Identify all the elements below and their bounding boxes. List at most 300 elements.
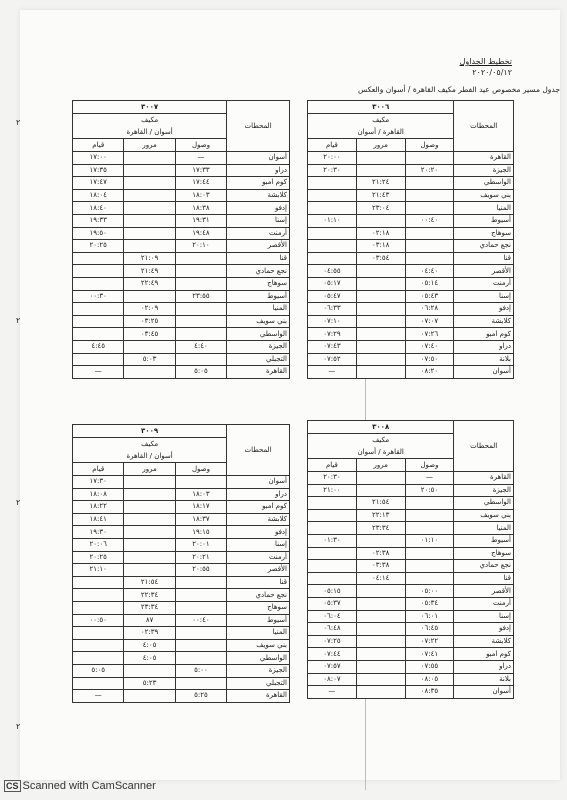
table-row [73,315,290,328]
station-name: التجبلي [227,677,290,690]
station-name: نجع حمادي [227,589,290,602]
col-header-stations: المحطات [227,101,290,152]
pass-time: ٠٣:١٨ [356,240,405,253]
station-name: كوم امبو [454,648,514,661]
table-row [73,240,290,253]
station-name: الواسطي [227,328,290,341]
pass-time [124,240,175,253]
station-name: كوم امبو [227,501,290,514]
depart-time: ١٨:٤١ [73,513,124,526]
station-name: أسيوط [454,214,514,227]
station-name: أرمنت [227,227,290,240]
arrive-time: ٠٦:٤٥ [405,623,454,636]
pass-time [356,315,405,328]
pass-time: ٠٢:١٨ [356,227,405,240]
depart-time: ٠٧:٤٣ [308,340,357,353]
arrive-time [175,576,226,589]
col-header-pass: مرور [124,139,175,152]
arrive-time: ١٨:٠٣ [175,488,226,501]
depart-time [73,639,124,652]
table-row [308,472,514,485]
arrive-time: ٠٦:٢٨ [405,303,454,316]
arrive-time: ٥:٠٠ [175,664,226,677]
document-header [460,56,512,78]
station-name: إسنا [454,610,514,623]
station-name: أرمنت [227,551,290,564]
camscanner-logo: CS [6,781,19,791]
depart-time: ٠٦:٤٨ [308,623,357,636]
depart-time [73,303,124,316]
depart-time: ١٩:٣٣ [73,214,124,227]
pass-time [124,214,175,227]
arrive-time: ٠٧:٥٥ [405,660,454,673]
arrive-time [405,240,454,253]
pass-time [356,686,405,699]
table-row [308,240,514,253]
pass-time [356,290,405,303]
table-row [308,497,514,510]
depart-time: ١٩:٥٠ [73,227,124,240]
table-row [73,652,290,665]
table-row [73,627,290,640]
station-name: إدفو [454,623,514,636]
arrive-time: ٠٤:٤٠ [405,265,454,278]
pass-time: ٢٢:٤٩ [124,277,175,290]
arrive-time: ٠٨:٠٥ [405,673,454,686]
station-name: نجع حمادي [454,560,514,573]
station-name: التجبلي [227,353,290,366]
arrive-time: ٠٥:٠٠ [405,585,454,598]
arrive-time: ٠٥:١٤ [405,277,454,290]
station-name: القاهرة [227,690,290,703]
station-name: بلانة [454,673,514,686]
table-row [73,589,290,602]
station-name: الأقصر [454,265,514,278]
side-mark: ٢ [16,316,21,325]
arrive-time [405,152,454,165]
table-row [73,526,290,539]
train-number: ٣٠٠٧ [73,101,227,114]
table-row [73,501,290,514]
arrive-time: ٢٠:٢١ [175,551,226,564]
train-type: مكيف [73,438,227,451]
station-name: كلابشة [227,513,290,526]
station-name: أسوان [227,476,290,489]
pass-time [124,501,175,514]
table-row [73,664,290,677]
arrive-time [405,227,454,240]
arrive-time [405,189,454,202]
table-row [308,534,514,547]
depart-time: ٠٠:٥٠ [73,614,124,627]
depart-time: ٤:٤٥ [73,340,124,353]
depart-time: ١٧:٠٠ [73,152,124,165]
pass-time [356,660,405,673]
arrive-time: ١٩:٤٨ [175,227,226,240]
table-row [308,522,514,535]
table-row [308,560,514,573]
table-row [308,547,514,560]
train-route: أسوان / القاهرة [73,126,227,139]
table-row [73,614,290,627]
station-name: نجع حمادي [227,265,290,278]
arrive-time: ٠٨:٣٥ [405,686,454,699]
col-header-arrive: وصول [175,463,226,476]
table-row [73,576,290,589]
station-name: قنا [227,576,290,589]
depart-time: ٢٠:٠٠ [308,152,357,165]
station-name: قنا [454,252,514,265]
table-row [73,366,290,379]
station-name: قنا [454,572,514,585]
arrive-time: ٠٧:٤٠ [405,340,454,353]
col-header-depart: قيام [308,139,357,152]
station-name: إسنا [227,538,290,551]
depart-time [73,677,124,690]
pass-time: ٤:٠٥ [124,652,175,665]
arrive-time [175,315,226,328]
station-name: أسيوط [227,614,290,627]
table-row [308,227,514,240]
arrive-time [175,328,226,341]
arrive-time: ٥:٠٥ [175,366,226,379]
arrive-time: ١٩:١٥ [175,526,226,539]
train-number: ٣٠٠٦ [308,101,454,114]
station-name: بني سويف [227,639,290,652]
table-row [308,277,514,290]
table-row [308,648,514,661]
arrive-time: ٤:٤٠ [175,340,226,353]
table-row [73,227,290,240]
table-row [73,290,290,303]
table-row [73,189,290,202]
timetable-3009 [72,424,290,703]
side-mark: ٢ [16,118,21,127]
depart-time: ٠٧:٥٧ [308,660,357,673]
col-header-arrive: وصول [405,459,454,472]
depart-time: ٠٥:٣٧ [308,597,357,610]
station-name: المنيا [227,303,290,316]
depart-time: ٠٦:٠٤ [308,610,357,623]
pass-time [124,476,175,489]
arrive-time: ١٧:٤٤ [175,177,226,190]
pass-time: ٠٣:٤٥ [124,328,175,341]
arrive-time: ١٨:٣٧ [175,513,226,526]
table-row [73,538,290,551]
col-header-pass: مرور [124,463,175,476]
pass-time: ٢١:٤٣ [356,189,405,202]
arrive-time [405,177,454,190]
table-row [73,277,290,290]
station-name: إدفو [454,303,514,316]
pass-time: ٤:٠٥ [124,639,175,652]
depart-time: ٠٧:٢٩ [308,328,357,341]
pass-time [356,648,405,661]
side-mark: ٢ [16,722,21,731]
col-header-pass: مرور [356,139,405,152]
arrive-time [405,547,454,560]
col-header-depart: قيام [73,463,124,476]
arrive-time [175,277,226,290]
pass-time [356,484,405,497]
arrive-time: ٠١:١٠ [405,534,454,547]
pass-time [356,610,405,623]
pass-time [124,526,175,539]
depart-time [308,177,357,190]
depart-time: ٢٠:٢٥ [73,551,124,564]
pass-time: ٢٢:٣٤ [124,589,175,602]
station-name: أسيوط [454,534,514,547]
col-header-stations: المحطات [454,421,514,472]
station-name: الواسطي [227,652,290,665]
arrive-time: ٠٧:٥٠ [405,353,454,366]
station-name: المنيا [454,522,514,535]
pass-time: ٢١:٢٤ [356,177,405,190]
arrive-time: ٠٧:٠٧ [405,315,454,328]
arrive-time: ٠٧:٢٦ [405,328,454,341]
col-header-arrive: وصول [175,139,226,152]
arrive-time: ٢٠:٢٠ [405,164,454,177]
pass-time: ٢٣:٠٤ [356,202,405,215]
table-row [73,177,290,190]
train-number: ٣٠٠٨ [308,421,454,434]
pass-time: ٠٣:٥٤ [356,252,405,265]
station-name: دراو [227,164,290,177]
station-name: قنا [227,252,290,265]
depart-time: ٠٨:٠٧ [308,673,357,686]
arrive-time: ٢٣:٥٥ [175,290,226,303]
depart-time [73,265,124,278]
table-row [73,476,290,489]
depart-time: ١٧:٤٧ [73,177,124,190]
arrive-time [175,252,226,265]
pass-time [124,189,175,202]
depart-time: ٢٠:٣٠ [308,164,357,177]
depart-time: ١٧:٣٥ [73,164,124,177]
depart-time [73,589,124,602]
station-name: إسنا [227,214,290,227]
train-route: القاهرة / أسوان [308,446,454,459]
arrive-time: — [405,472,454,485]
depart-time [73,627,124,640]
depart-time: — [308,366,357,379]
table-row [73,601,290,614]
pass-time [356,340,405,353]
pass-time [124,690,175,703]
station-name: أسوان [454,686,514,699]
arrive-time [175,639,226,652]
table-row [308,340,514,353]
pass-time [356,366,405,379]
station-name: نجع حمادي [454,240,514,253]
pass-time [124,227,175,240]
arrive-time: ٥:٢٥ [175,690,226,703]
arrive-time [175,627,226,640]
depart-time [308,252,357,265]
col-header-stations: المحطات [227,425,290,476]
scanner-text: Scanned with CamScanner [22,780,156,792]
table-row [73,340,290,353]
pass-time [356,277,405,290]
station-name: الجيزة [227,664,290,677]
depart-time: ٢٠:٠٦ [73,538,124,551]
arrive-time [405,509,454,522]
station-name: أسوان [454,366,514,379]
pass-time: ٢١:٤٩ [124,265,175,278]
depart-time [308,189,357,202]
pass-time [356,585,405,598]
pass-time: ٠٢:٣٨ [356,547,405,560]
pass-time [124,202,175,215]
document-date: ٢٠٢٠/٠٥/١٢ [472,68,512,77]
train-number: ٣٠٠٩ [73,425,227,438]
pass-time: ٠٢:٠٩ [124,303,175,316]
table-row [308,252,514,265]
pass-time [124,340,175,353]
station-name: الأقصر [454,585,514,598]
pass-time: ٥:٠٣ [124,353,175,366]
table-row [73,353,290,366]
depart-time [73,315,124,328]
train-type: مكيف [73,114,227,127]
pass-time [124,177,175,190]
depart-time: — [308,686,357,699]
arrive-time [405,572,454,585]
station-name: القاهرة [227,366,290,379]
table-row [308,290,514,303]
depart-time: ٠١:٣٠ [308,534,357,547]
arrive-time: ٠٠:٤٠ [175,614,226,627]
arrive-time: ١٨:٣٨ [175,202,226,215]
depart-time: ٠٥:٤٧ [308,290,357,303]
pass-time [356,164,405,177]
depart-time [308,572,357,585]
arrive-time [405,522,454,535]
table-row [308,265,514,278]
col-header-depart: قيام [308,459,357,472]
arrive-time: ١٧:٣٣ [175,164,226,177]
station-name: أسيوط [227,290,290,303]
depart-time: ٢٠:٣٠ [308,472,357,485]
pass-time [356,303,405,316]
table-row [73,265,290,278]
pass-time [356,623,405,636]
station-name: دراو [454,660,514,673]
station-name: الجيزة [454,484,514,497]
depart-time [73,601,124,614]
timetable-3006 [307,100,514,379]
depart-time: ٠٧:١٠ [308,315,357,328]
table-row [308,315,514,328]
pass-time [124,664,175,677]
pass-time: ٢١:٥٤ [124,576,175,589]
table-row [308,597,514,610]
station-name: إدفو [227,526,290,539]
pass-time [356,673,405,686]
arrive-time: ٠٧:٢٢ [405,635,454,648]
arrive-time [175,265,226,278]
station-name: دراو [454,340,514,353]
document-title: جدول مسير مخصوص عيد الفطر مكيف القاهرة / أسوان والعكس [358,85,560,94]
station-name: الأقصر [227,240,290,253]
table-row [308,673,514,686]
timetable-3007 [72,100,290,379]
arrive-time: ٢٠:٥٠ [405,484,454,497]
pass-time: ٨٧ [124,614,175,627]
station-name: بني سويف [454,509,514,522]
train-route: أسوان / القاهرة [73,450,227,463]
depart-time: — [73,690,124,703]
depart-time [308,227,357,240]
depart-time: ٠٤:٥٥ [308,265,357,278]
depart-time: ٠٧:٥٢ [308,353,357,366]
table-row [73,152,290,165]
arrive-time: ٠٥:٤٣ [405,290,454,303]
station-name: القاهرة [454,152,514,165]
arrive-time: ٢٠:١٠ [175,240,226,253]
station-name: دراو [227,488,290,501]
table-row [73,564,290,577]
table-row [73,202,290,215]
table-row [308,623,514,636]
pass-time: ٢٣:٣٤ [124,601,175,614]
timetable-3008 [307,420,514,699]
pass-time [356,152,405,165]
arrive-time: ١٨:٠٣ [175,189,226,202]
side-mark: ٢ [16,498,21,507]
pass-time [356,534,405,547]
pass-time [124,290,175,303]
table-row [308,189,514,202]
station-name: كوم امبو [227,177,290,190]
depart-time: ١٨:٢٢ [73,501,124,514]
table-row [308,353,514,366]
station-name: أرمنت [454,277,514,290]
depart-time: ٠٠:٣٠ [73,290,124,303]
table-row [73,214,290,227]
pass-time [124,488,175,501]
depart-time: ٠٦:٣٣ [308,303,357,316]
table-row [308,509,514,522]
scanner-footer [4,780,156,792]
station-name: كلابشة [454,635,514,648]
arrive-time [175,353,226,366]
table-row [308,635,514,648]
depart-time [308,240,357,253]
arrive-time: ١٩:٣١ [175,214,226,227]
arrive-time: ٠٧:٤١ [405,648,454,661]
depart-time: ١٨:٤٠ [73,202,124,215]
depart-time [308,509,357,522]
depart-time: ٢١:١٠ [73,564,124,577]
station-name: كلابشة [454,315,514,328]
pass-time [356,635,405,648]
table-row [73,252,290,265]
arrive-time [405,252,454,265]
depart-time: ٠١:١٠ [308,214,357,227]
arrive-time: — [175,152,226,165]
pass-time: ٢٢:١٣ [356,509,405,522]
arrive-time [405,560,454,573]
table-row [308,214,514,227]
depart-time [308,497,357,510]
station-name: أسوان [227,152,290,165]
arrive-time [175,652,226,665]
depart-time: ٠٧:٤٤ [308,648,357,661]
station-name: سوهاج [227,277,290,290]
depart-time: — [73,366,124,379]
arrive-time: ٢٠:٥٥ [175,564,226,577]
